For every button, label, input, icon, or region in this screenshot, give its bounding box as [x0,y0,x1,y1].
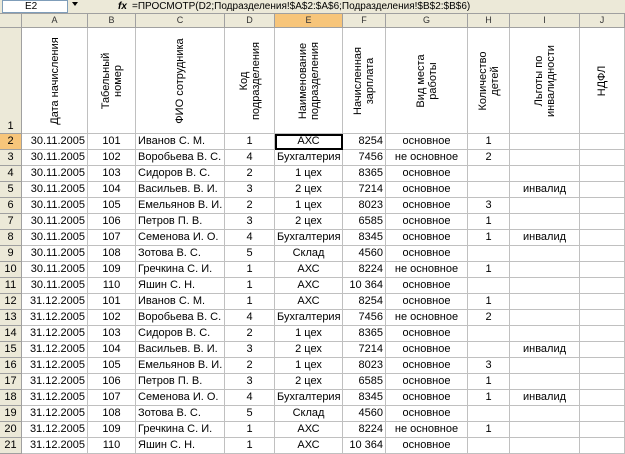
table-cell[interactable]: 7456 [343,150,386,166]
table-cell[interactable]: Емельянов В. И. [136,358,225,374]
table-cell[interactable]: Гречкина С. И. [136,422,225,438]
table-cell[interactable]: 8345 [343,390,386,406]
table-cell[interactable]: основное [386,246,468,262]
header-text: Наименование подразделения [296,41,321,120]
table-cell[interactable]: основное [386,390,468,406]
table-cell[interactable]: Зотова В. С. [136,406,225,422]
table-cell[interactable]: 101 [88,294,136,310]
table-cell[interactable]: 2 [468,310,510,326]
table-cell[interactable] [580,262,625,278]
table-cell[interactable] [510,438,580,454]
table-cell[interactable]: Васильев. В. И. [136,182,225,198]
table-cell[interactable]: 106 [88,374,136,390]
table-cell[interactable] [580,390,625,406]
header-text: Количество детей [476,50,501,111]
table-cell[interactable]: 104 [88,342,136,358]
table-cell[interactable] [580,342,625,358]
row-header-9[interactable]: 9 [0,246,22,262]
name-box-dropdown-icon[interactable] [72,2,78,6]
row-header-18[interactable]: 18 [0,390,22,406]
table-cell[interactable]: 1 [225,278,275,294]
table-cell[interactable]: 2 цех [275,342,343,358]
column-header-d[interactable]: D [225,14,275,28]
table-cell[interactable]: основное [386,182,468,198]
column-header-e[interactable]: E [275,14,343,28]
table-cell[interactable] [510,310,580,326]
table-cell[interactable]: инвалид [510,230,580,246]
header-cell[interactable] [22,28,88,134]
table-cell[interactable]: 1 [468,262,510,278]
table-cell[interactable]: 8254 [343,134,386,150]
header-text: Вид места работы [414,53,439,108]
column-header-g[interactable]: G [386,14,468,28]
table-cell[interactable]: 2 [468,150,510,166]
table-cell[interactable]: 30.11.2005 [22,198,88,214]
table-cell[interactable]: Петров П. В. [136,374,225,390]
table-cell[interactable] [580,294,625,310]
table-cell[interactable]: 8224 [343,262,386,278]
table-cell[interactable] [468,166,510,182]
column-header-c[interactable]: C [136,14,225,28]
table-cell[interactable]: 101 [88,134,136,150]
table-cell[interactable] [510,198,580,214]
row-header-12[interactable]: 12 [0,294,22,310]
header-cell[interactable] [468,28,510,134]
header-text: ФИО сотрудника [174,37,186,124]
table-cell[interactable]: Иванов С. М. [136,134,225,150]
table-cell[interactable]: 102 [88,150,136,166]
table-cell[interactable] [580,326,625,342]
table-cell[interactable]: Яшин С. Н. [136,438,225,454]
table-cell[interactable]: основное [386,358,468,374]
row-header-1[interactable]: 1 [0,28,22,134]
table-cell[interactable]: 1 [225,294,275,310]
table-cell[interactable]: АХС [275,422,343,438]
table-cell[interactable]: 110 [88,278,136,294]
table-cell[interactable]: 2 [225,358,275,374]
table-cell[interactable]: 1 [225,262,275,278]
table-cell[interactable]: 3 [225,342,275,358]
table-cell[interactable]: 30.11.2005 [22,134,88,150]
table-cell[interactable]: 7456 [343,310,386,326]
table-cell[interactable]: 1 [225,422,275,438]
table-cell[interactable]: не основное [386,150,468,166]
column-header-i[interactable]: I [510,14,580,28]
table-cell[interactable]: основное [386,214,468,230]
table-cell[interactable]: 8254 [343,294,386,310]
table-cell[interactable]: АХС [275,438,343,454]
table-cell[interactable]: 1 [468,294,510,310]
table-cell[interactable]: 3 [225,374,275,390]
header-cell[interactable] [136,28,225,134]
table-cell[interactable]: Гречкина С. И. [136,262,225,278]
table-cell[interactable] [580,358,625,374]
header-cell[interactable] [275,28,343,134]
table-cell[interactable]: 5 [225,406,275,422]
table-cell[interactable]: Яшин С. Н. [136,278,225,294]
table-cell[interactable]: Васильев. В. И. [136,342,225,358]
table-cell[interactable] [580,134,625,150]
row-header-21[interactable]: 21 [0,438,22,454]
table-cell[interactable]: Емельянов В. И. [136,198,225,214]
table-cell[interactable]: 2 цех [275,374,343,390]
table-cell[interactable]: Семенова И. О. [136,230,225,246]
header-text: НДФЛ [596,65,608,96]
table-cell[interactable] [510,406,580,422]
table-cell[interactable]: 1 [225,438,275,454]
row-header-16[interactable]: 16 [0,358,22,374]
table-cell[interactable]: 7214 [343,182,386,198]
table-cell[interactable] [468,278,510,294]
table-cell[interactable] [510,326,580,342]
table-cell[interactable]: 103 [88,166,136,182]
table-cell[interactable]: не основное [386,422,468,438]
table-cell[interactable]: 105 [88,198,136,214]
table-cell[interactable]: основное [386,294,468,310]
table-cell[interactable]: 2 [225,166,275,182]
table-cell[interactable]: 31.12.2005 [22,294,88,310]
table-cell[interactable]: основное [386,230,468,246]
row-header-8[interactable]: 8 [0,230,22,246]
table-cell[interactable]: инвалид [510,182,580,198]
table-cell[interactable]: инвалид [510,342,580,358]
table-cell[interactable]: Бухгалтерия [275,390,343,406]
table-cell[interactable]: не основное [386,262,468,278]
table-cell[interactable]: АХС [275,134,343,150]
table-cell[interactable] [510,278,580,294]
table-cell[interactable] [468,246,510,262]
table-cell[interactable]: 1 цех [275,358,343,374]
table-cell[interactable]: 102 [88,310,136,326]
table-cell[interactable]: 8365 [343,326,386,342]
table-cell[interactable] [580,374,625,390]
table-cell[interactable]: Петров П. В. [136,214,225,230]
table-cell[interactable]: 10 364 [343,438,386,454]
table-cell[interactable] [510,246,580,262]
table-cell[interactable]: 8365 [343,166,386,182]
table-cell[interactable]: 31.12.2005 [22,374,88,390]
table-cell[interactable] [580,246,625,262]
table-cell[interactable]: АХС [275,262,343,278]
table-cell[interactable]: 1 [468,390,510,406]
table-cell[interactable]: 2 [225,198,275,214]
table-cell[interactable]: Бухгалтерия [275,310,343,326]
table-cell[interactable]: 4 [225,230,275,246]
table-cell[interactable]: 10 364 [343,278,386,294]
column-header-f[interactable]: F [343,14,386,28]
table-cell[interactable]: 107 [88,230,136,246]
table-cell[interactable] [580,166,625,182]
table-cell[interactable]: Бухгалтерия [275,230,343,246]
row-header-19[interactable]: 19 [0,406,22,422]
header-text: Льготы по инвалидности [532,44,557,117]
table-cell[interactable]: 1 [468,374,510,390]
table-cell[interactable]: 4560 [343,406,386,422]
table-cell[interactable]: 3 [468,198,510,214]
header-text: Дата начисления [48,36,61,125]
table-cell[interactable]: 4 [225,310,275,326]
table-cell[interactable]: 31.12.2005 [22,422,88,438]
table-cell[interactable]: 6585 [343,214,386,230]
header-text: Код подразделения [237,41,262,120]
row-header-11[interactable]: 11 [0,278,22,294]
row-header-4[interactable]: 4 [0,166,22,182]
table-cell[interactable]: Зотова В. С. [136,246,225,262]
table-cell[interactable]: 1 [468,230,510,246]
table-cell[interactable]: 30.11.2005 [22,262,88,278]
table-cell[interactable]: 30.11.2005 [22,166,88,182]
table-cell[interactable]: 7214 [343,342,386,358]
table-cell[interactable]: Воробьева В. С. [136,310,225,326]
table-cell[interactable]: 30.11.2005 [22,182,88,198]
table-cell[interactable]: Склад [275,406,343,422]
table-cell[interactable] [510,134,580,150]
table-cell[interactable]: 2 цех [275,182,343,198]
fx-icon[interactable]: fx [118,1,127,12]
column-header-a[interactable]: A [22,14,88,28]
header-cell[interactable] [343,28,386,134]
header-cell[interactable] [225,28,275,134]
row-header-7[interactable]: 7 [0,214,22,230]
table-cell[interactable] [468,342,510,358]
header-cell[interactable] [580,28,625,134]
table-cell[interactable]: Сидоров В. С. [136,166,225,182]
table-cell[interactable]: Склад [275,246,343,262]
column-header-j[interactable]: J [580,14,625,28]
row-header-3[interactable]: 3 [0,150,22,166]
table-cell[interactable] [510,150,580,166]
header-text: Начисленная зарплата [352,46,376,115]
table-cell[interactable]: 1 цех [275,326,343,342]
table-cell[interactable]: 108 [88,406,136,422]
row-header-14[interactable]: 14 [0,326,22,342]
table-cell[interactable] [580,438,625,454]
table-cell[interactable] [580,310,625,326]
table-cell[interactable]: 31.12.2005 [22,438,88,454]
table-cell[interactable]: основное [386,342,468,358]
row-header-10[interactable]: 10 [0,262,22,278]
table-cell[interactable]: основное [386,134,468,150]
table-cell[interactable]: основное [386,374,468,390]
table-cell[interactable]: 3 [225,214,275,230]
table-cell[interactable]: 31.12.2005 [22,390,88,406]
table-cell[interactable]: 2 [225,326,275,342]
table-cell[interactable]: Воробьева В. С. [136,150,225,166]
table-cell[interactable]: 31.12.2005 [22,326,88,342]
table-cell[interactable]: Иванов С. М. [136,294,225,310]
table-cell[interactable]: 30.11.2005 [22,214,88,230]
name-box[interactable]: E2 [2,0,68,13]
table-cell[interactable]: 30.11.2005 [22,230,88,246]
table-cell[interactable]: 1 [468,422,510,438]
table-cell[interactable] [580,406,625,422]
row-header-2[interactable]: 2 [0,134,22,150]
row-header-5[interactable]: 5 [0,182,22,198]
table-cell[interactable] [510,166,580,182]
header-cell[interactable] [88,28,136,134]
table-cell[interactable]: АХС [275,278,343,294]
column-header-h[interactable]: H [468,14,510,28]
table-cell[interactable]: 105 [88,358,136,374]
table-cell[interactable]: основное [386,198,468,214]
formula-input[interactable]: =ПРОСМОТР(D2;Подразделения!$A$2:$A$6;Подразделения!$B$2:$B$6) [132,1,471,12]
header-cell[interactable] [386,28,468,134]
table-cell[interactable]: основное [386,406,468,422]
table-cell[interactable]: основное [386,278,468,294]
table-cell[interactable]: 30.11.2005 [22,150,88,166]
table-cell[interactable]: 110 [88,438,136,454]
table-cell[interactable]: 103 [88,326,136,342]
table-cell[interactable]: 1 цех [275,198,343,214]
table-cell[interactable]: основное [386,326,468,342]
table-cell[interactable]: не основное [386,310,468,326]
header-cell[interactable] [510,28,580,134]
table-cell[interactable]: 109 [88,422,136,438]
table-cell[interactable]: 31.12.2005 [22,310,88,326]
table-cell[interactable]: 3 [468,358,510,374]
table-cell[interactable]: АХС [275,294,343,310]
table-cell[interactable]: 5 [225,246,275,262]
row-header-20[interactable]: 20 [0,422,22,438]
table-cell[interactable]: 30.11.2005 [22,246,88,262]
table-cell[interactable] [510,214,580,230]
row-header-17[interactable]: 17 [0,374,22,390]
table-cell[interactable] [580,150,625,166]
table-cell[interactable]: 1 цех [275,166,343,182]
table-cell[interactable]: 31.12.2005 [22,406,88,422]
table-cell[interactable]: 8345 [343,230,386,246]
table-cell[interactable]: 8023 [343,198,386,214]
formula-bar [0,0,625,14]
table-cell[interactable]: Семенова И. О. [136,390,225,406]
table-cell[interactable]: 3 [225,182,275,198]
table-cell[interactable] [580,214,625,230]
table-cell[interactable] [468,406,510,422]
table-cell[interactable]: 1 [468,214,510,230]
table-cell[interactable] [510,358,580,374]
table-cell[interactable] [580,278,625,294]
table-cell[interactable]: 30.11.2005 [22,278,88,294]
table-cell[interactable]: 108 [88,246,136,262]
table-cell[interactable]: Сидоров В. С. [136,326,225,342]
table-cell[interactable]: инвалид [510,390,580,406]
table-cell[interactable] [468,438,510,454]
column-header-b[interactable]: B [88,14,136,28]
table-cell[interactable]: 4 [225,390,275,406]
table-cell[interactable]: 1 [468,134,510,150]
table-cell[interactable]: 31.12.2005 [22,358,88,374]
row-header-6[interactable]: 6 [0,198,22,214]
table-cell[interactable] [580,182,625,198]
table-cell[interactable]: основное [386,438,468,454]
table-cell[interactable]: 109 [88,262,136,278]
table-cell[interactable]: 4 [225,150,275,166]
table-cell[interactable] [510,422,580,438]
table-cell[interactable]: 107 [88,390,136,406]
table-cell[interactable] [510,374,580,390]
table-cell[interactable]: 104 [88,182,136,198]
table-cell[interactable] [468,326,510,342]
table-cell[interactable]: 4560 [343,246,386,262]
table-cell[interactable]: 1 [225,134,275,150]
header-text: Табельный номер [99,52,124,109]
table-cell[interactable]: основное [386,166,468,182]
table-cell[interactable]: 6585 [343,374,386,390]
row-header-15[interactable]: 15 [0,342,22,358]
table-cell[interactable] [510,262,580,278]
table-cell[interactable]: 31.12.2005 [22,342,88,358]
table-cell[interactable] [468,182,510,198]
table-cell[interactable] [510,294,580,310]
table-cell[interactable]: 8023 [343,358,386,374]
table-cell[interactable]: 106 [88,214,136,230]
table-cell[interactable]: 8224 [343,422,386,438]
table-cell[interactable] [580,230,625,246]
table-cell[interactable]: Бухгалтерия [275,150,343,166]
row-header-13[interactable]: 13 [0,310,22,326]
table-cell[interactable]: 2 цех [275,214,343,230]
table-cell[interactable] [580,422,625,438]
select-all-corner[interactable] [0,14,22,28]
table-cell[interactable] [580,198,625,214]
